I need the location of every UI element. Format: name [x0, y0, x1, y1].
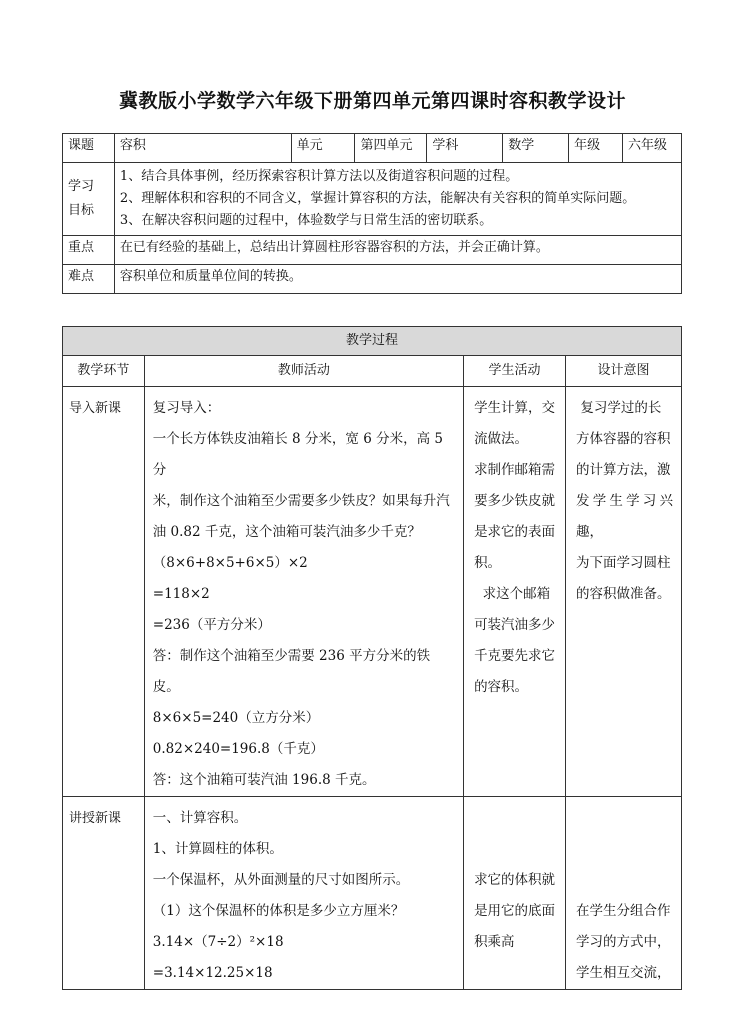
- col-teacher-header: 教师活动: [144, 356, 463, 387]
- topic-label: 课题: [63, 134, 115, 163]
- teacher-line: 答：制作这个油箱至少需要 236 平方分米的铁皮。: [152, 648, 431, 695]
- teacher-line: 一个长方体铁皮油箱长 8 分米，宽 6 分米，高 5 分: [152, 431, 443, 478]
- teacher-line: 复习导入：: [152, 400, 221, 416]
- goal-item: 1、结合具体事例，经历探索容积计算方法以及街道容积问题的过程。: [119, 169, 519, 184]
- subject-value: 数学: [503, 134, 569, 163]
- design-line: 复习学过的长: [576, 400, 662, 416]
- student-line: 积。: [474, 555, 502, 571]
- teacher-line: =3.14×12.25×18: [152, 965, 273, 981]
- student-line: 千克要先求它: [474, 648, 556, 664]
- student-activity: [464, 797, 566, 990]
- info-row-key: [63, 236, 682, 265]
- difficult-label: 难点: [63, 265, 115, 294]
- col-student-header: 学生活动: [464, 356, 566, 387]
- design-line: 的计算方法，激: [576, 462, 671, 478]
- unit-label: 单元: [291, 134, 355, 163]
- goals-label: [63, 163, 115, 236]
- student-line: 流做法。: [474, 431, 529, 447]
- grade-value: 六年级: [623, 134, 682, 163]
- student-activity: [464, 387, 566, 797]
- goals-label-line: 目标: [68, 203, 95, 218]
- teacher-line: （8×6+8×5+6×5）×2: [152, 555, 308, 571]
- design-line: 为下面学习圆柱: [576, 555, 671, 571]
- stage-cell: 导入新课: [63, 387, 145, 797]
- grade-label: 年级: [569, 134, 623, 163]
- design-line: 在学生分组合作: [576, 903, 671, 919]
- student-line: 求这个邮箱: [474, 586, 551, 602]
- goal-item: 2、理解体积和容积的不同含义，掌握计算容积的方法，能解决有关容积的简单实际问题。: [119, 191, 636, 206]
- process-row-new-lesson: [63, 797, 682, 990]
- process-header: 教学过程: [63, 327, 682, 356]
- design-line: [572, 865, 677, 896]
- student-line: 的容积。: [474, 679, 529, 695]
- teacher-line: =118×2: [152, 586, 210, 602]
- design-line: [572, 803, 677, 834]
- process-table: [62, 326, 682, 990]
- info-row-goals: [63, 163, 682, 236]
- design-line: [572, 834, 677, 865]
- design-intent: [566, 797, 682, 990]
- student-line: 积乘高: [474, 934, 515, 950]
- design-intent: [566, 387, 682, 797]
- goal-item: 3、在解决容积问题的过程中，体验数学与日常生活的密切联系。: [119, 213, 493, 228]
- teacher-line: （1）这个保温杯的体积是多少立方厘米？: [152, 903, 405, 919]
- stage-cell: 讲授新课: [63, 797, 145, 990]
- teacher-activity: [144, 797, 463, 990]
- teacher-line: =236（平方分米）: [152, 617, 271, 633]
- teacher-line: 8×6×5=240（立方分米）: [152, 710, 320, 726]
- teacher-line: 答：这个油箱可装汽油 196.8 千克。: [152, 772, 376, 788]
- page-title: 冀教版小学数学六年级下册第四单元第四课时容积教学设计: [118, 90, 626, 112]
- student-line: [470, 834, 561, 865]
- student-line: 是求它的表面: [474, 524, 556, 540]
- goals-list: [114, 163, 681, 236]
- design-line: 学习的方式中，: [576, 934, 671, 950]
- goals-label-line: 学习: [68, 179, 95, 194]
- topic-value: 容积: [114, 134, 291, 163]
- teacher-line: 1、计算圆柱的体积。: [152, 841, 283, 857]
- student-line: 求它的体积就: [474, 872, 556, 888]
- student-line: [470, 803, 561, 834]
- design-line: 方体容器的容积: [576, 431, 671, 447]
- process-row-intro: [63, 387, 682, 797]
- design-line: 的容积做准备。: [576, 586, 671, 602]
- unit-value: 第四单元: [355, 134, 427, 163]
- student-line: 是用它的底面: [474, 903, 556, 919]
- design-line: 发学生学习兴趣，: [576, 493, 673, 540]
- teacher-line: 米，制作这个油箱至少需要多少铁皮？如果每升汽: [152, 493, 450, 509]
- key-label: 重点: [63, 236, 115, 265]
- info-row-topic: [63, 134, 682, 163]
- student-line: 学生计算，交: [474, 400, 556, 416]
- teacher-line: 一、计算容积。: [152, 810, 248, 826]
- teacher-activity: [144, 387, 463, 797]
- subject-label: 学科: [427, 134, 503, 163]
- info-row-difficult: [63, 265, 682, 294]
- key-value: 在已有经验的基础上，总结出计算圆柱形容器容积的方法，并会正确计算。: [114, 236, 681, 265]
- teacher-line: 3.14×（7÷2）²×18: [152, 934, 284, 950]
- teacher-line: 0.82×240=196.8（千克）: [152, 741, 324, 757]
- info-table: [62, 133, 682, 294]
- process-header-row: [63, 327, 682, 356]
- student-line: 要多少铁皮就: [474, 493, 556, 509]
- student-line: 求制作邮箱需: [474, 462, 556, 478]
- col-stage-header: 教学环节: [63, 356, 145, 387]
- student-line: 可装汽油多少: [474, 617, 556, 633]
- teacher-line: 油 0.82 千克，这个油箱可装汽油多少千克？: [152, 524, 421, 540]
- teacher-line: 一个保温杯，从外面测量的尺寸如图所示。: [152, 872, 410, 888]
- col-design-header: 设计意图: [566, 356, 682, 387]
- design-line: 学生相互交流，: [576, 965, 671, 981]
- difficult-value: 容积单位和质量单位间的转换。: [114, 265, 681, 294]
- process-column-headers: [63, 356, 682, 387]
